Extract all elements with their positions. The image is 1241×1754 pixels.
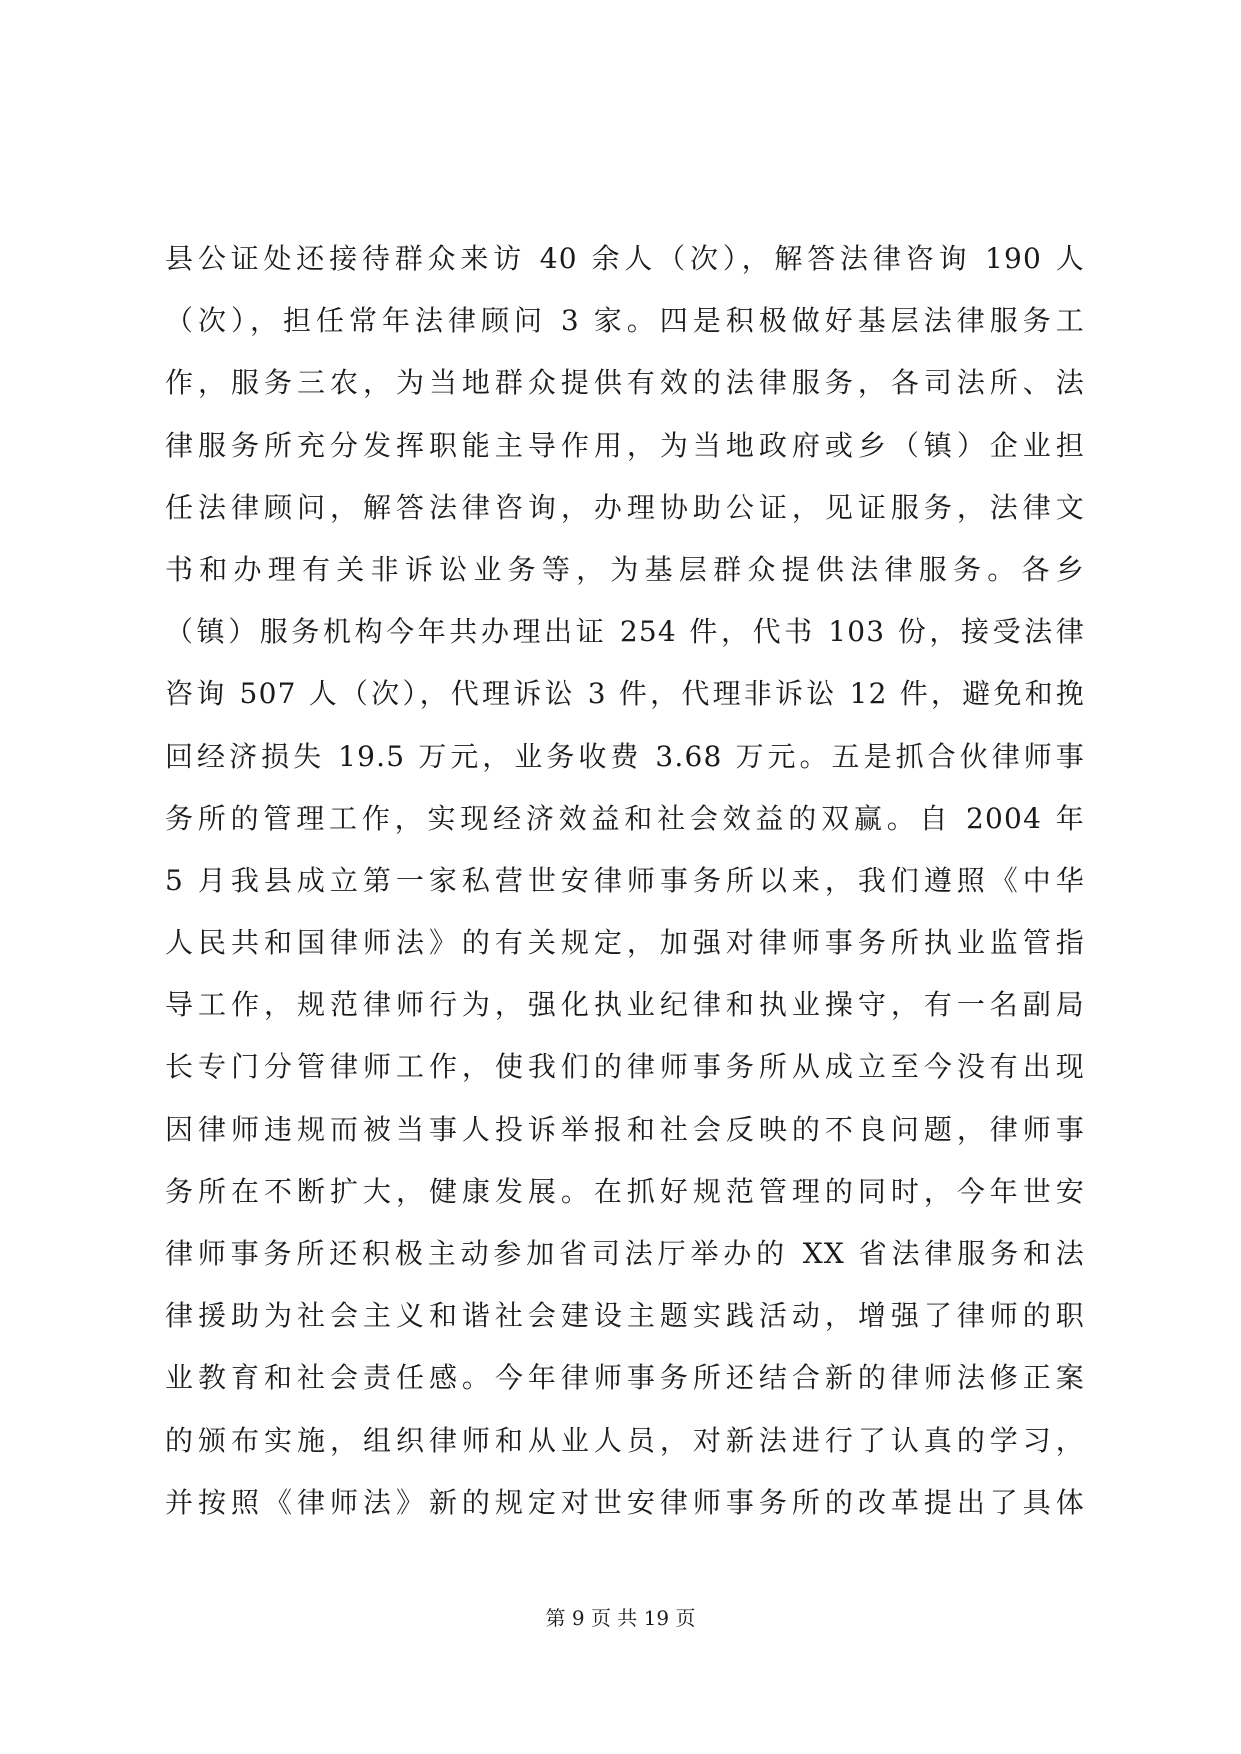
text-line bbox=[165, 1099, 1085, 1161]
text-line-content: 咨询 507 人（次），代理诉讼 3 件，代理非诉讼 12 件，避免和挽 bbox=[165, 677, 1085, 711]
text-line-content: 的颁布实施，组织律师和从业人员，对新法进行了认真的学习， bbox=[165, 1423, 1085, 1457]
text-line bbox=[165, 477, 1085, 539]
text-line bbox=[165, 1472, 1085, 1534]
text-line-content: 业教育和社会责任感。今年律师事务所还结合新的律师法修正案 bbox=[165, 1361, 1085, 1395]
text-line-content: 导工作，规范律师行为，强化执业纪律和执业操守，有一名副局 bbox=[165, 988, 1085, 1022]
text-line bbox=[165, 788, 1085, 850]
text-line bbox=[165, 663, 1085, 725]
text-line-content: 5 月我县成立第一家私营世安律师事务所以来，我们遵照《中华 bbox=[165, 863, 1085, 897]
text-line bbox=[165, 1410, 1085, 1472]
text-line-content: 长专门分管律师工作，使我们的律师事务所从成立至今没有出现 bbox=[165, 1050, 1085, 1084]
text-line bbox=[165, 1347, 1085, 1409]
text-line-content: 回经济损失 19.5 万元，业务收费 3.68 万元。五是抓合伙律师事 bbox=[165, 739, 1085, 773]
text-line bbox=[165, 1285, 1085, 1347]
text-line bbox=[165, 850, 1085, 912]
text-line-content: （次），担任常年法律顾问 3 家。四是积极做好基层法律服务工 bbox=[165, 304, 1085, 338]
text-line-content: 律援助为社会主义和谐社会建设主题实践活动，增强了律师的职 bbox=[165, 1299, 1085, 1333]
text-line bbox=[165, 352, 1085, 414]
text-line-content: 律师事务所还积极主动参加省司法厅举办的 XX 省法律服务和法 bbox=[165, 1237, 1085, 1270]
text-line bbox=[165, 912, 1085, 974]
text-line-content: 因律师违规而被当事人投诉举报和社会反映的不良问题，律师事 bbox=[165, 1112, 1085, 1146]
text-line-content: 作，服务三农，为当地群众提供有效的法律服务，各司法所、法 bbox=[165, 366, 1085, 400]
text-line-content: 人民共和国律师法》的有关规定，加强对律师事务所执业监管指 bbox=[165, 926, 1085, 960]
text-line-content: 务所在不断扩大，健康发展。在抓好规范管理的同时，今年世安 bbox=[165, 1174, 1085, 1208]
text-line bbox=[165, 1223, 1085, 1285]
text-line bbox=[165, 539, 1085, 601]
text-line-content: 律服务所充分发挥职能主导作用，为当地政府或乡（镇）企业担 bbox=[165, 428, 1085, 462]
body-text bbox=[165, 228, 1085, 1534]
text-line bbox=[165, 1036, 1085, 1098]
text-line bbox=[165, 1161, 1085, 1223]
text-line bbox=[165, 290, 1085, 352]
text-line bbox=[165, 726, 1085, 788]
page-number-footer: 第 9 页 共 19 页 bbox=[545, 1606, 696, 1630]
text-line-content: 并按照《律师法》新的规定对世安律师事务所的改革提出了具体 bbox=[165, 1485, 1085, 1519]
text-line-content: 务所的管理工作，实现经济效益和社会效益的双赢。自 2004 年 bbox=[165, 801, 1085, 835]
text-line bbox=[165, 974, 1085, 1036]
text-line-content: 书和办理有关非诉讼业务等，为基层群众提供法律服务。各乡 bbox=[165, 552, 1085, 586]
text-line-content: 任法律顾问，解答法律咨询，办理协助公证，见证服务，法律文 bbox=[165, 490, 1085, 524]
text-line-content: 县公证处还接待群众来访 40 余人（次），解答法律咨询 190 人 bbox=[165, 242, 1085, 275]
text-line bbox=[165, 601, 1085, 663]
text-line bbox=[165, 415, 1085, 477]
text-line-content: （镇）服务机构今年共办理出证 254 件，代书 103 份，接受法律 bbox=[165, 615, 1085, 649]
text-line bbox=[165, 228, 1085, 290]
